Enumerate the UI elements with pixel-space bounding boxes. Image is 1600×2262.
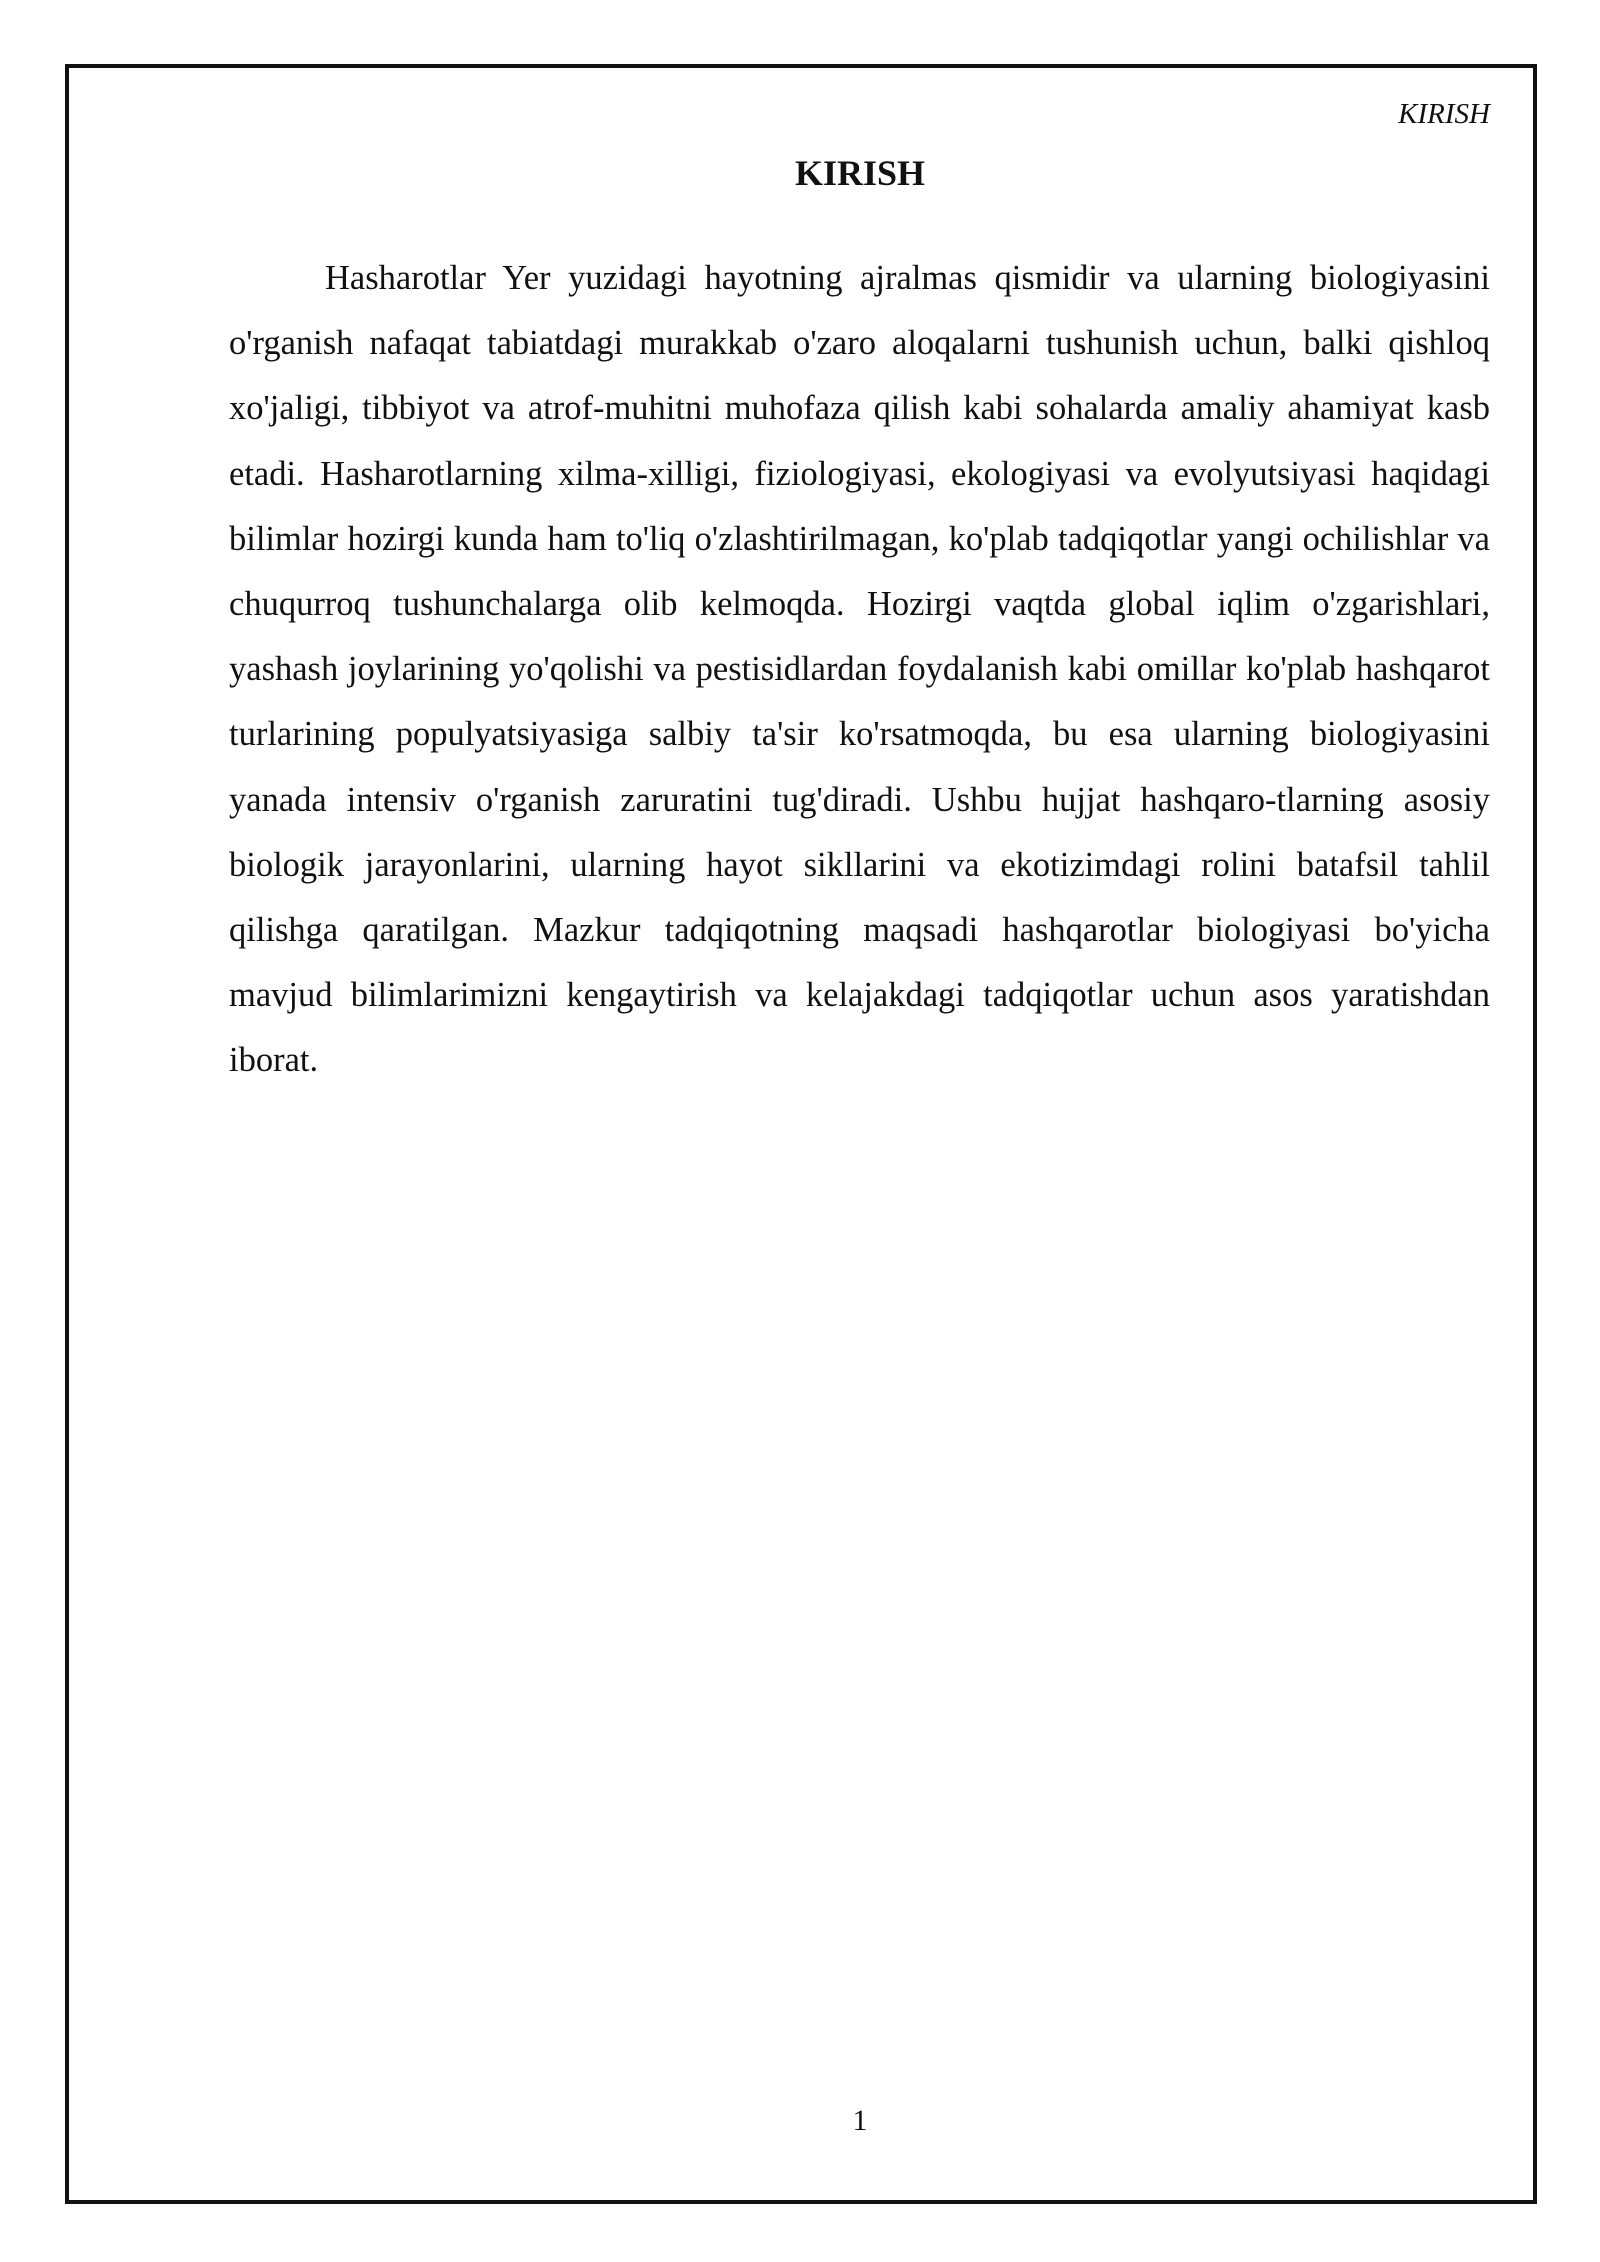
body-paragraph: Hasharotlar Yer yuzidagi hayotning ajralmas qismidir va ularning biologiyasini o'rganish nafaqat tabiatdagi murakkab o'zaro aloqalarni tushunish uchun, balki qishloq xo'jaligi, tibbiyot va atrof-muhitni muhofaza qilish kabi sohalarda amaliy ahamiyat kasb etadi. Hasharotlarning xilma-xilligi, fiziologiyasi, ekologiyasi va evolyutsiyasi haqidagi bilimlar hozirgi kunda ham to'liq o'zlashtirilmagan, ko'plab tadqiqotlar yangi ochilishlar va chuqurroq tushunchalarga olib kelmoqda. Hozirgi vaqtda global iqlim o'zgarishlari, yashash joylarining yo'qolishi va pestisidlardan foydalanish kabi omillar ko'plab hashqarot turlarining populyatsiyasiga salbiy ta'sir ko'rsatmoqda, bu esa ularning biologiyasini yanada intensiv o'rganish zaruratini tug'diradi. Ushbu hujjat hashqaro-tlarning asosiy biologik jarayonlarini, ularning hayot sikllarini va ekotizimdagi rolini batafsil tahlil qilishga qaratilgan. Mazkur tadqiqotning maqsadi hashqarotlar biologiyasi bo'yicha mavjud bilimlarimizni kengaytirish va kelajakdagi tadqiqotlar uchun asos yaratishdan iborat. <box>229 259 1490 1080</box>
page-title: KIRISH <box>794 153 926 193</box>
running-header: KIRISH <box>1398 98 1490 130</box>
page-number: 1 <box>852 2104 868 2137</box>
